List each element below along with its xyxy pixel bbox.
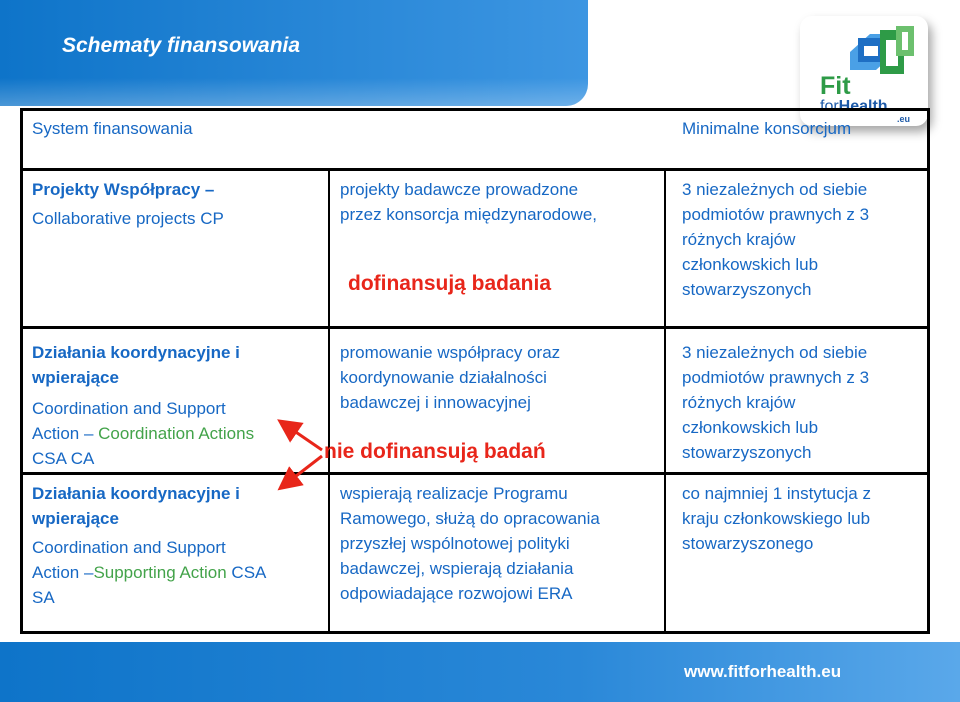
row3-desc-line3: przyszłej wspólnotowej polityki (340, 534, 570, 553)
row2-cons-line5: stowarzyszonych (682, 443, 812, 462)
row1-desc-line2: przez konsorcja międzynarodowe, (340, 205, 598, 224)
row3-desc-line4: badawczej, wspierają działania (340, 559, 574, 578)
row2-desc-line2: koordynowanie działalności (340, 368, 547, 387)
logo-health-word: Health (838, 98, 888, 115)
row3-name-line3: Coordination and Support (32, 538, 226, 557)
table-divider-header (20, 168, 930, 171)
row3-desc-line5: odpowiadające rozwojowi ERA (340, 584, 573, 603)
row2-cons-line4: członkowskich lub (682, 418, 819, 437)
row1-desc-line1: projekty badawcze prowadzone (340, 180, 579, 199)
row1-name-line1: Projekty Współpracy – (32, 180, 215, 199)
row2-cons-line2: podmiotów prawnych z 3 (682, 368, 870, 387)
row3-cons-line2: kraju członkowskiego lub (682, 509, 871, 528)
row3-name-line1: Działania koordynacyjne i (32, 484, 240, 503)
title-bar (0, 0, 588, 106)
row2-name-line4 (32, 421, 254, 446)
row3-desc-line1: wspierają realizacje Programu (340, 484, 568, 503)
row3-name-line4 (32, 560, 266, 585)
row2-name-line4-prefix: Action – (32, 424, 99, 443)
footer-website-link[interactable]: www.fitforhealth.eu (684, 662, 842, 681)
row2-cons-line1: 3 niezależnych od siebie (682, 343, 868, 362)
header-funding-system: System finansowania (32, 119, 193, 138)
header-min-consortium: Minimalne konsorcjum (682, 119, 852, 138)
row3-name-line5: SA (32, 588, 55, 607)
logo-fit-text: Fit (820, 72, 851, 100)
table-divider-row2 (20, 472, 930, 475)
logo-eu-text: .eu (897, 114, 911, 124)
row1-cons-line5: stowarzyszonych (682, 280, 812, 299)
row3-name-line4-suffix: CSA (226, 563, 267, 582)
row1-cons-line1: 3 niezależnych od siebie (682, 180, 868, 199)
row3-cons-line1: co najmniej 1 instytucja z (682, 484, 871, 503)
row1-cons-line2: podmiotów prawnych z 3 (682, 205, 870, 224)
table-column-divider-1 (328, 170, 330, 634)
row2-name-line5: CSA CA (32, 449, 95, 468)
row2-name-line3: Coordination and Support (32, 399, 226, 418)
page-title: Schematy finansowania (62, 34, 301, 57)
row1-cons-line3: różnych krajów (682, 230, 796, 249)
row2-desc-line3: badawczej i innowacyjnej (340, 393, 531, 412)
row2-cons-line3: różnych krajów (682, 393, 796, 412)
row1-desc-emphasis: dofinansują badania (348, 272, 552, 295)
row3-name-line4-prefix: Action – (32, 563, 94, 582)
row2-desc-emphasis: nie dofinansują badań (324, 440, 546, 463)
row2-desc-line1: promowanie współpracy oraz (340, 343, 561, 362)
row3-desc-line2: Ramowego, służą do opracowania (340, 509, 600, 528)
row2-name-line1: Działania koordynacyjne i (32, 343, 240, 362)
row1-cons-line4: członkowskich lub (682, 255, 819, 274)
row1-name-line2: Collaborative projects CP (32, 209, 224, 228)
logo-for-word: for (820, 98, 839, 115)
table-column-divider-2 (664, 170, 666, 634)
title-bar-glow (0, 78, 588, 106)
row3-cons-line3: stowarzyszonego (682, 534, 814, 553)
table-divider-row1 (20, 326, 930, 329)
row3-name-line2: wpierające (32, 509, 119, 528)
row3-name-line4-type: Supporting Action (93, 563, 227, 582)
footer-bar (0, 642, 960, 702)
row2-name-line4-type: Coordination Actions (98, 424, 255, 443)
row2-name-line2: wpierające (32, 368, 119, 387)
